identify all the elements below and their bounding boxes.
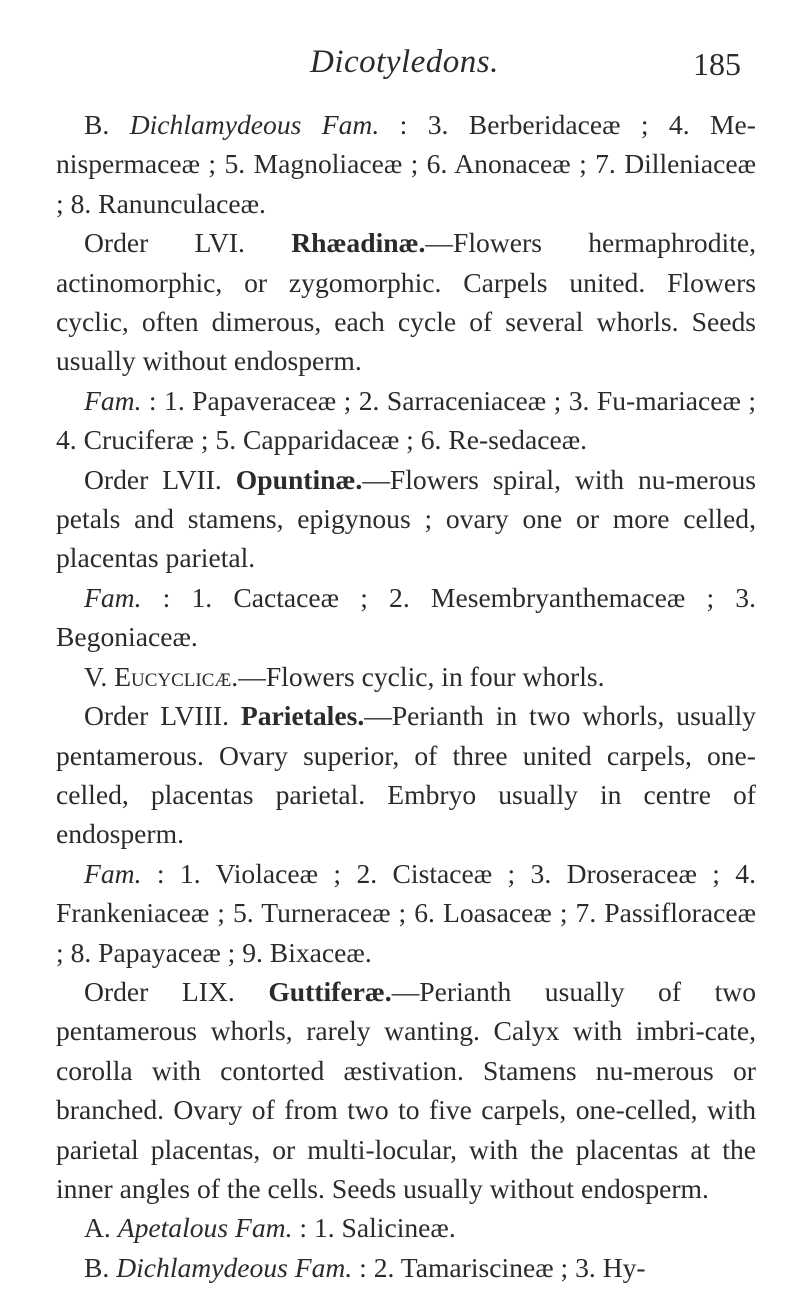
text-run: Opuntinæ. xyxy=(235,463,363,495)
text-run: Parietales. xyxy=(240,700,365,732)
page-number: 185 xyxy=(693,46,741,82)
running-title: Dicotyledons. xyxy=(310,44,499,80)
text-run: B. xyxy=(84,1251,117,1283)
text-run: Apetalous Fam. xyxy=(117,1212,293,1244)
text-run: Order LVI. xyxy=(84,227,292,259)
paragraph-p7 xyxy=(56,696,756,854)
text-run: : 1. Salicineæ. xyxy=(292,1212,456,1244)
text-run: : 1. Cactaceæ ; 2. Mesembryanthemaceæ ; 3. Begoniaceæ. xyxy=(56,581,756,653)
text-run: Order LIX. xyxy=(84,975,269,1007)
paragraph-p8 xyxy=(56,854,756,972)
paragraph-p6 xyxy=(56,657,756,696)
paragraph-p3 xyxy=(56,381,756,460)
text-run: V. Eucyclicæ. xyxy=(84,660,239,692)
text-run: —Flowers hermaphrodite, actinomorphic, or zygomorphic. Carpels united. Flowers cyclic, often dimerous, each cycle of several whorls. Seeds usually without endosperm. xyxy=(56,227,756,377)
text-run: Order LVII. xyxy=(84,463,236,495)
text-run: Fam. xyxy=(84,384,142,416)
text-run: : 2. Tamariscineæ ; 3. Hy- xyxy=(352,1251,646,1283)
page-body xyxy=(56,105,756,1287)
text-run: Order LVIII. xyxy=(84,700,241,732)
text-run: —Flowers spiral, with nu-merous petals and stamens, epigynous ; ovary one or more celled, placentas parietal. xyxy=(56,463,756,574)
text-run: B. xyxy=(84,109,130,140)
text-run: —Flowers cyclic, in four whorls. xyxy=(238,660,605,692)
paragraph-p4 xyxy=(56,460,756,578)
text-run: Dichlamydeous Fam. xyxy=(129,109,380,140)
paragraph-p11 xyxy=(56,1248,756,1287)
text-run: Fam. xyxy=(84,857,142,889)
paragraph-p5 xyxy=(56,578,756,657)
text-run: A. xyxy=(84,1212,118,1244)
text-run: Rhæadinæ. xyxy=(291,227,426,259)
text-run: Fam. xyxy=(84,581,142,613)
text-run: Guttiferæ. xyxy=(268,975,392,1007)
text-run: —Perianth usually of two pentamerous whorls, rarely wanting. Calyx with imbri-cate, corolla with contorted æstivation. Stamens nu-merous or branched. Ovary of from two to five carpels, one-celled, with parietal placentas, or multi-locular, with the placentas at the inner angles of the cells. Seeds usually without endosperm. xyxy=(56,975,756,1204)
paragraph-p1 xyxy=(56,105,756,223)
text-run: : 1. Papaveraceæ ; 2. Sarraceniaceæ ; 3. Fu-mariaceæ ; 4. Cruciferæ ; 5. Capparidaceæ ; 6. Re-sedaceæ. xyxy=(56,384,756,456)
text-run: Dichlamydeous Fam. xyxy=(116,1251,353,1283)
text-run: —Perianth in two whorls, usually pentamerous. Ovary superior, of three united carpels, one-celled, placentas parietal. Embryo usually in centre of endosperm. xyxy=(56,700,756,850)
paragraph-p2 xyxy=(56,223,756,381)
page-header xyxy=(0,44,800,94)
text-run: : 3. Berberidaceæ ; 4. Me-nispermaceæ ; 5. Magnoliaceæ ; 6. Anonaceæ ; 7. Dilleniaceæ ; 8. Ranunculaceæ. xyxy=(56,109,756,219)
text-run: : 1. Violaceæ ; 2. Cistaceæ ; 3. Droseraceæ ; 4. Frankeniaceæ ; 5. Turneraceæ ; 6. Loasaceæ ; 7. Passifloraceæ ; 8. Papayaceæ ; 9. Bixaceæ. xyxy=(56,857,756,968)
paragraph-p9 xyxy=(56,972,756,1208)
paragraph-p10 xyxy=(56,1208,756,1247)
